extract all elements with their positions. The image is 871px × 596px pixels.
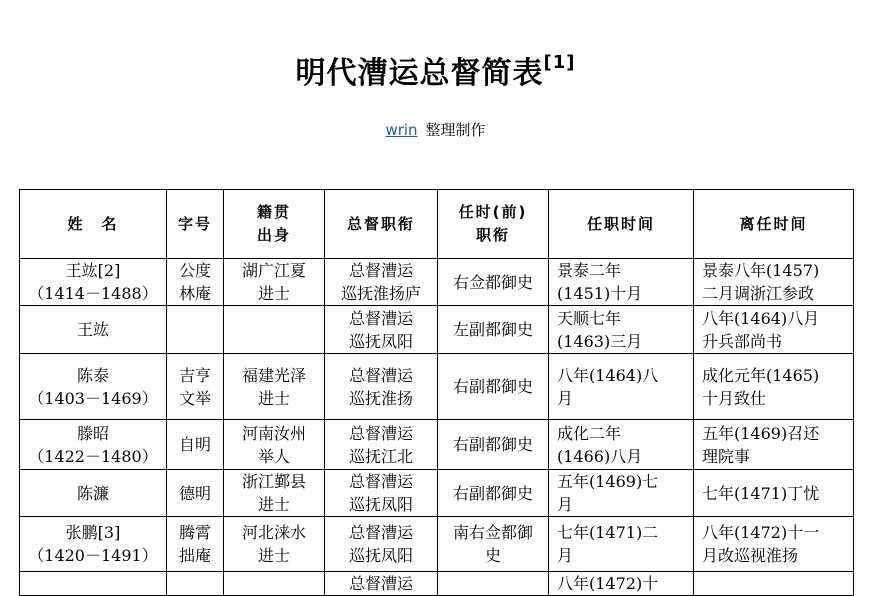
cell-style: 自明: [167, 420, 224, 470]
table-row: [20, 306, 854, 354]
cell-prior: 左副都御史: [438, 306, 549, 354]
cell-style: 吉亨 文举: [167, 354, 224, 420]
cell-style: [167, 572, 224, 596]
cell-origin: 河北涞水 进士: [224, 517, 325, 572]
cell-style: 德明: [167, 470, 224, 517]
cell-name: 陈泰 （1403－1469）: [20, 354, 167, 420]
cell-start: 五年(1469)七 月: [549, 470, 694, 517]
table-row: [20, 572, 854, 596]
cell-office: 总督漕运 巡抚淮扬庐: [325, 259, 438, 306]
cell-office: 总督漕运 巡抚凤阳: [325, 306, 438, 354]
governor-table: [19, 189, 854, 596]
cell-prior: 南右佥都御 史: [438, 517, 549, 572]
cell-origin: 湖广江夏 进士: [224, 259, 325, 306]
title-footnote-link[interactable]: [1]: [543, 52, 576, 73]
cell-start: 八年(1472)十: [549, 572, 694, 596]
column-header-prior: 任时(前) 职衔: [438, 190, 549, 259]
table-row: [20, 470, 854, 517]
cell-prior: 右副都御史: [438, 470, 549, 517]
author-link[interactable]: wrin: [385, 121, 418, 139]
column-header-office: 总督职衔: [325, 190, 438, 259]
cell-origin: 福建光泽 进士: [224, 354, 325, 420]
cell-office: 总督漕运 巡抚淮扬: [325, 354, 438, 420]
page-title: 明代漕运总督简表[1]: [295, 52, 576, 91]
cell-end: 七年(1471)丁忧: [694, 470, 854, 517]
column-header-name: 姓 名: [20, 190, 167, 259]
column-header-style: 字号: [167, 190, 224, 259]
credit-text: 整理制作: [425, 121, 486, 139]
cell-end: 成化元年(1465) 十月致仕: [694, 354, 854, 420]
cell-prior: [438, 572, 549, 596]
cell-prior: 右副都御史: [438, 354, 549, 420]
column-header-origin: 籍贯 出身: [224, 190, 325, 259]
cell-office: 总督漕运: [325, 572, 438, 596]
cell-name: [20, 572, 167, 596]
cell-name: 王竑: [20, 306, 167, 354]
cell-start: 景泰二年 (1451)十月: [549, 259, 694, 306]
column-header-end: 离任时间: [694, 190, 854, 259]
cell-origin: [224, 306, 325, 354]
table-row: [20, 420, 854, 470]
cell-office: 总督漕运 巡抚凤阳: [325, 517, 438, 572]
cell-end: 景泰八年(1457) 二月调浙江参政: [694, 259, 854, 306]
cell-style: 腾霄 拙庵: [167, 517, 224, 572]
table-row: [20, 517, 854, 572]
cell-style: 公度 林庵: [167, 259, 224, 306]
cell-origin: 河南汝州 举人: [224, 420, 325, 470]
cell-office: 总督漕运 巡抚凤阳: [325, 470, 438, 517]
cell-end: 五年(1469)召还 理院事: [694, 420, 854, 470]
cell-name: 王竑[2] （1414－1488）: [20, 259, 167, 306]
cell-name: 张鹏[3] （1420－1491）: [20, 517, 167, 572]
cell-office: 总督漕运 巡抚江北: [325, 420, 438, 470]
table-header-row: [20, 190, 854, 259]
cell-prior: 右副都御史: [438, 420, 549, 470]
cell-origin: 浙江鄞县 进士: [224, 470, 325, 517]
cell-end: 八年(1464)八月 升兵部尚书: [694, 306, 854, 354]
cell-name: 滕昭 （1422－1480）: [20, 420, 167, 470]
cell-name: 陈濂: [20, 470, 167, 517]
cell-end: 八年(1472)十一 月改巡视淮扬: [694, 517, 854, 572]
cell-start: 成化二年 (1466)八月: [549, 420, 694, 470]
table-row: [20, 259, 854, 306]
cell-start: 七年(1471)二 月: [549, 517, 694, 572]
cell-prior: 右佥都御史: [438, 259, 549, 306]
cell-style: [167, 306, 224, 354]
table-row: [20, 354, 854, 420]
column-header-start: 任职时间: [549, 190, 694, 259]
cell-start: 八年(1464)八 月: [549, 354, 694, 420]
credit-line: [0, 119, 871, 140]
cell-start: 天顺七年 (1463)三月: [549, 306, 694, 354]
cell-end: [694, 572, 854, 596]
cell-origin: [224, 572, 325, 596]
